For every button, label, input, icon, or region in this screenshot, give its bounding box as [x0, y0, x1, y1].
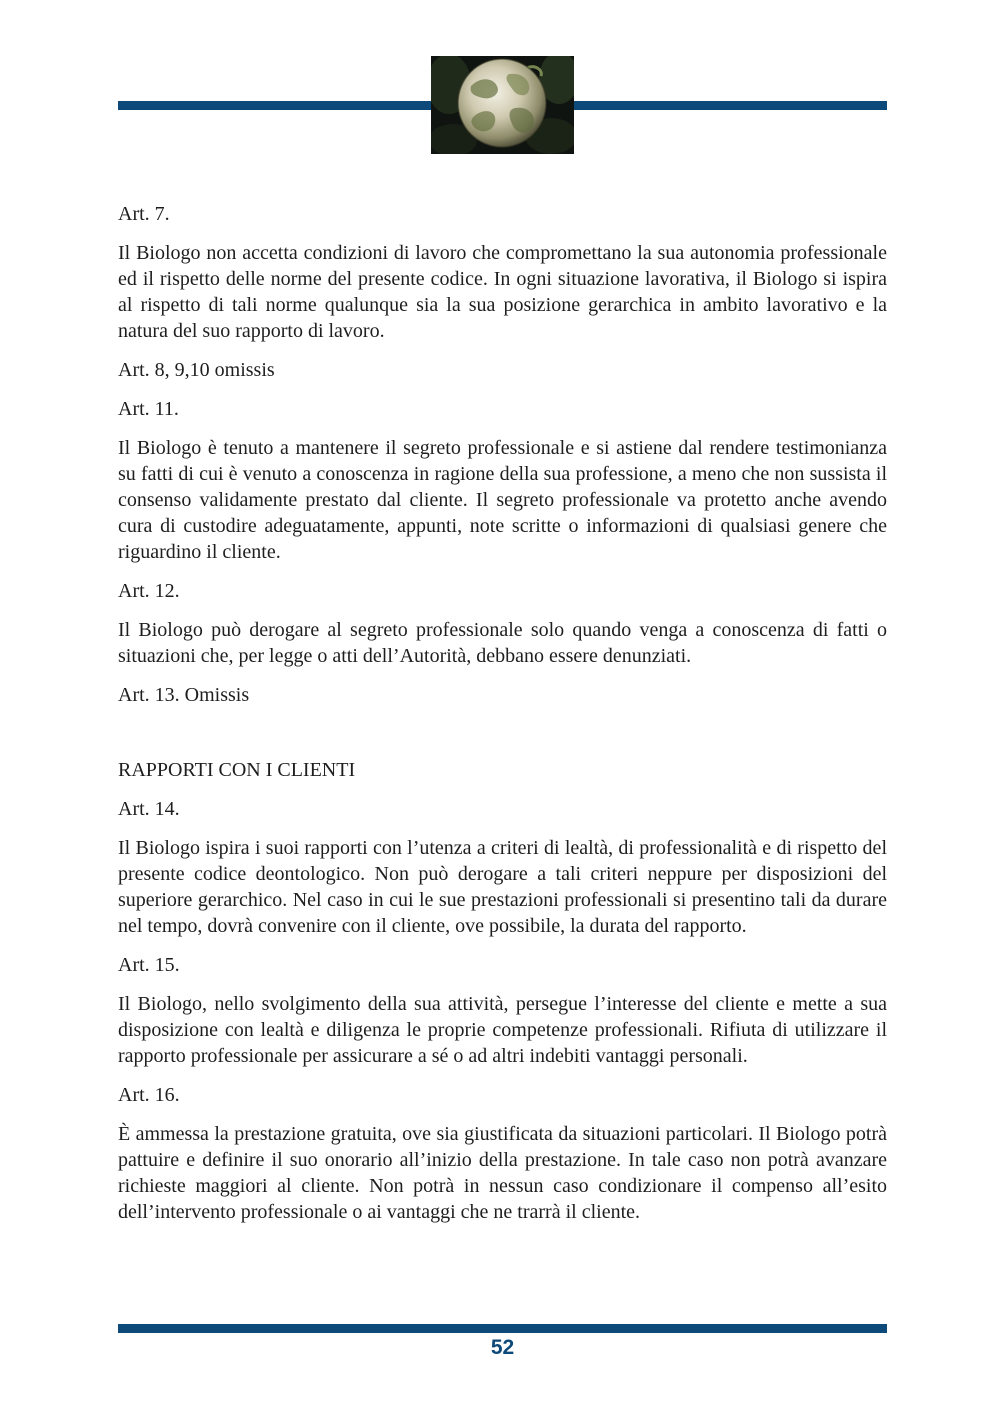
- section-title: RAPPORTI CON I CLIENTI: [118, 759, 356, 781]
- header-rule-right: [574, 101, 887, 110]
- articles-8-10-heading: Art. 8, 9,10 omissis: [118, 359, 275, 381]
- article-12-heading: Art. 12.: [118, 580, 180, 602]
- article-11-heading: Art. 11.: [118, 398, 179, 420]
- globe-garden-photo-icon: [431, 56, 574, 154]
- article-14-heading: Art. 14.: [118, 798, 180, 820]
- article-15-text: Il Biologo, nello svolgimento della sua attività, persegue l’interesse del cliente e mette a sua disposizione con lealtà e diligenza le proprie competenze professionali. Rifiuta di utilizzare il rapporto professionale per assicurare a sé o ad altri indebiti vantaggi personali.: [118, 993, 887, 1067]
- article-15-heading: Art. 15.: [118, 954, 180, 976]
- header-rule-left: [118, 101, 431, 110]
- article-12-text: Il Biologo può derogare al segreto professionale solo quando venga a conoscenza di fatti o situazioni che, per legge o atti dell’Autorità, debbano essere denunziati.: [118, 619, 887, 667]
- article-13-heading: Art. 13. Omissis: [118, 684, 250, 706]
- page-number: 52: [490, 1336, 515, 1359]
- article-14-text: Il Biologo ispira i suoi rapporti con l’utenza a criteri di lealtà, di professionalità e di rispetto del presente codice deontologico. Non può derogare a tali criteri neppure per disposizioni del superiore gerarchico. Nel caso in cui le sue prestazioni professionali si presentino tali da durare nel tempo, dovrà convenire con il cliente, ove possibile, la durata del rapporto.: [118, 837, 887, 937]
- document-body: [118, 201, 887, 1238]
- article-16-heading: Art. 16.: [118, 1084, 180, 1106]
- article-7-heading: Art. 7.: [118, 203, 170, 225]
- article-7-text: Il Biologo non accetta condizioni di lavoro che compromettano la sua autonomia professionale ed il rispetto delle norme del presente codice. In ogni situazione lavorativa, il Biologo si ispira al rispetto di tali norme qualunque sia la sua posizione gerarchica in ambito lavorativo e la natura del suo rapporto di lavoro.: [118, 242, 887, 342]
- article-16-text: È ammessa la prestazione gratuita, ove sia giustificata da situazioni particolari. Il Biologo potrà pattuire e definire il suo onorario all’inizio della prestazione. In tale caso non potrà avanzare richieste maggiori al cliente. Non potrà in nessun caso condizionare il compenso all’esito dell’intervento professionale o ai vantaggi che ne trarrà il cliente.: [118, 1123, 887, 1223]
- article-11-text: Il Biologo è tenuto a mantenere il segreto professionale e si astiene dal rendere testimonianza su fatti di cui è venuto a conoscenza in ragione della sua professione, a meno che non sussista il consenso validamente prestato dal cliente. Il segreto professionale va protetto anche avendo cura di custodire adeguatamente, appunti, note scritte o informazioni di qualsiasi genere che riguardino il cliente.: [118, 437, 887, 563]
- footer-rule: [118, 1324, 887, 1333]
